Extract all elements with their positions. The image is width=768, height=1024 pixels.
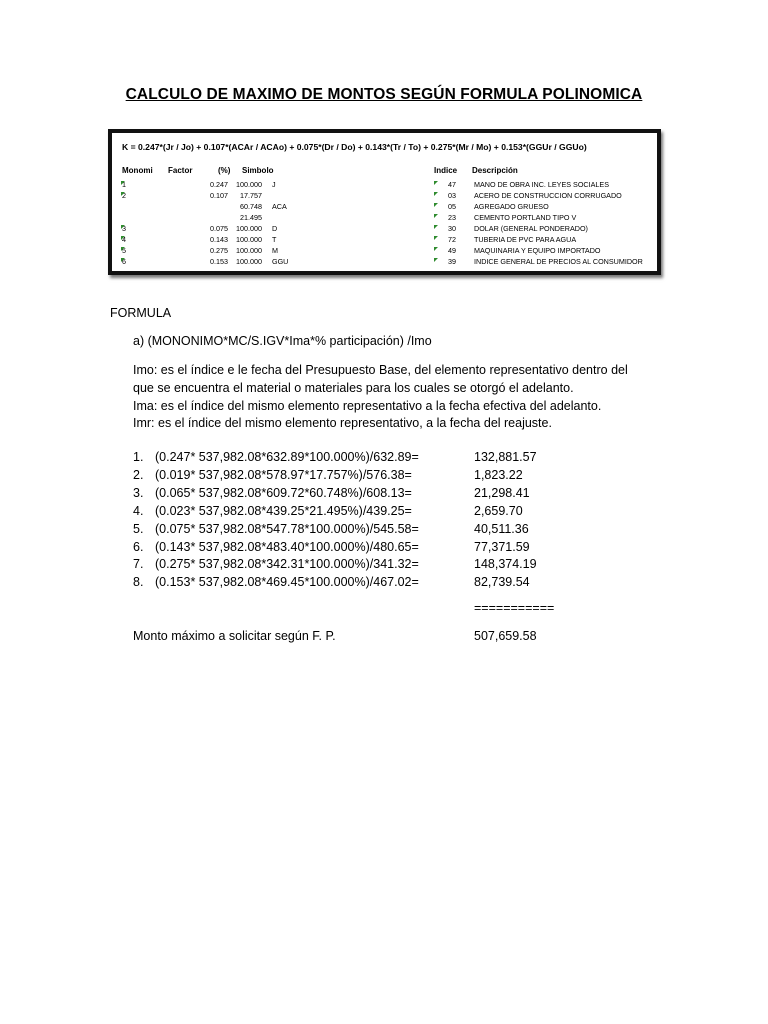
symbol-cell: GGU	[272, 257, 289, 266]
indice-cell: 72	[448, 235, 456, 244]
indice-cell: 49	[448, 246, 456, 255]
calc-expression: (0.075* 537,982.08*547.78*100.000%)/545.58=	[155, 521, 419, 536]
factor-cell: 0.075	[210, 224, 228, 233]
comment-marker-icon	[434, 203, 438, 207]
factor-cell: 0.107	[210, 191, 228, 200]
table-row	[112, 191, 657, 202]
comment-marker-icon	[434, 247, 438, 251]
factor-cell: 0.143	[210, 235, 228, 244]
pct-cell: 100.000	[236, 257, 262, 266]
calculation-row	[133, 540, 573, 558]
calc-result: 2,659.70	[474, 503, 523, 518]
table-row	[112, 257, 657, 268]
indice-cell: 30	[448, 224, 456, 233]
calc-number: 5.	[133, 521, 144, 536]
symbol-cell: J	[272, 180, 276, 189]
header-simbolo: Simbolo	[242, 166, 274, 175]
descripcion-cell: ACERO DE CONSTRUCCION CORRUGADO	[474, 191, 622, 200]
symbol-cell: D	[272, 224, 278, 233]
factor-cell: 0.153	[210, 257, 228, 266]
indice-cell: 47	[448, 180, 456, 189]
pct-cell: 21.495	[240, 213, 262, 222]
calc-number: 3.	[133, 485, 144, 500]
calc-number: 1.	[133, 450, 144, 464]
monomio-cell: 5	[122, 246, 126, 255]
indice-cell: 23	[448, 213, 456, 222]
symbol-cell: T	[272, 235, 277, 244]
table-row	[112, 224, 657, 235]
indice-cell: 39	[448, 257, 456, 266]
comment-marker-icon	[434, 214, 438, 218]
comment-marker-icon	[434, 258, 438, 262]
indice-cell: 05	[448, 202, 456, 211]
calculation-row	[133, 575, 573, 593]
calc-number: 2.	[133, 467, 144, 482]
calc-expression: (0.065* 537,982.08*609.72*60.748%)/608.13=	[155, 485, 412, 500]
total-separator: ===========	[474, 601, 555, 615]
comment-marker-icon	[121, 236, 125, 240]
calc-expression: (0.019* 537,982.08*578.97*17.757%)/576.38=	[155, 467, 412, 482]
descripcion-cell: AGREGADO GRUESO	[474, 202, 549, 211]
pct-cell: 60.748	[240, 202, 262, 211]
monomio-cell: 6	[122, 257, 126, 266]
descripcion-cell: CEMENTO PORTLAND TIPO V	[474, 213, 577, 222]
header-pct: (%)	[218, 166, 231, 175]
comment-marker-icon	[434, 192, 438, 196]
pct-cell: 100.000	[236, 235, 262, 244]
calc-number: 4.	[133, 503, 144, 518]
calculation-row	[133, 557, 573, 575]
calc-result: 21,298.41	[474, 485, 530, 500]
calculation-row	[133, 468, 573, 486]
descripcion-cell: DOLAR (GENERAL PONDERADO)	[474, 224, 588, 233]
table-row	[112, 235, 657, 246]
calculation-row	[133, 522, 573, 540]
header-descripcion: Descripción	[472, 166, 518, 175]
formula-label: FORMULA	[110, 306, 172, 320]
calc-result: 40,511.36	[474, 521, 529, 536]
comment-marker-icon	[434, 225, 438, 229]
descripcion-cell: INDICE GENERAL DE PRECIOS AL CONSUMIDOR	[474, 257, 643, 266]
definition-line: Ima: es el índice del mismo elemento representativo a la fecha efectiva del adelanto.	[133, 398, 602, 413]
definition-line: Imo: es el índice e le fecha del Presupuesto Base, del elemento representativo dentro del	[133, 363, 628, 377]
comment-marker-icon	[121, 181, 125, 185]
pct-cell: 17.757	[240, 191, 262, 200]
monomio-cell: 4	[122, 235, 126, 244]
comment-marker-icon	[121, 225, 125, 229]
calc-number: 8.	[133, 575, 144, 590]
definition-line: Imr: es el índice del mismo elemento representativo, a la fecha del reajuste.	[133, 416, 552, 431]
monomio-cell: 2	[122, 191, 126, 200]
monomio-cell: 1	[122, 180, 126, 189]
calc-expression: (0.023* 537,982.08*439.25*21.495%)/439.25=	[155, 503, 412, 518]
calc-number: 7.	[133, 557, 144, 572]
calc-expression: (0.143* 537,982.08*483.40*100.000%)/480.65=	[155, 539, 419, 554]
monomio-cell: 3	[122, 224, 126, 233]
header-indice: Indice	[434, 166, 458, 175]
formula-a: a) (MONONIMO*MC/S.IGV*Ima*% participación) /Imo	[133, 334, 432, 348]
calc-expression: (0.247* 537,982.08*632.89*100.000%)/632.89=	[155, 450, 419, 464]
header-factor: Factor	[168, 166, 193, 175]
calc-expression: (0.153* 537,982.08*469.45*100.000%)/467.02=	[155, 575, 419, 590]
factor-cell: 0.275	[210, 246, 228, 255]
descripcion-cell: TUBERIA DE PVC PARA AGUA	[474, 235, 577, 244]
page-title: CALCULO DE MAXIMO DE MONTOS SEGÚN FORMULA POLINOMICA	[125, 86, 643, 103]
calculation-row	[133, 504, 573, 522]
comment-marker-icon	[434, 236, 438, 240]
k-formula: K = 0.247*(Jr / Jo) + 0.107*(ACAr / ACAo) + 0.075*(Dr / Do) + 0.143*(Tr / To) + 0.275*(Mr / Mo) + 0.153*(GGUr / GGUo)	[122, 142, 587, 152]
comment-marker-icon	[434, 181, 438, 185]
calc-number: 6.	[133, 539, 144, 554]
calc-result: 1,823.22	[474, 467, 523, 482]
definitions-paragraph	[133, 362, 628, 433]
descripcion-cell: MAQUINARIA Y EQUIPO IMPORTADO	[474, 246, 601, 255]
comment-marker-icon	[121, 192, 125, 196]
table-row	[112, 180, 657, 191]
table-row	[112, 202, 657, 213]
descripcion-cell: MANO DE OBRA INC. LEYES SOCIALES	[474, 180, 610, 189]
comment-marker-icon	[121, 258, 125, 262]
total-value: 507,659.58	[474, 629, 537, 643]
pct-cell: 100.000	[236, 180, 262, 189]
calc-result: 148,374.19	[474, 557, 537, 572]
indice-cell: 03	[448, 191, 456, 200]
polynomial-formula-table	[108, 129, 661, 275]
table-row	[112, 246, 657, 257]
comment-marker-icon	[121, 247, 125, 251]
total-label: Monto máximo a solicitar según F. P.	[133, 629, 336, 643]
calc-result: 132,881.57	[474, 450, 537, 464]
calculation-row	[133, 450, 573, 468]
pct-cell: 100.000	[236, 246, 262, 255]
calc-result: 82,739.54	[474, 575, 530, 590]
symbol-cell: M	[272, 246, 278, 255]
definition-line: que se encuentra el material o materiales para los cuales se otorgó el adelanto.	[133, 380, 574, 395]
factor-cell: 0.247	[210, 180, 228, 189]
calc-expression: (0.275* 537,982.08*342.31*100.000%)/341.32=	[155, 557, 419, 572]
table-row	[112, 213, 657, 224]
calculation-row	[133, 486, 573, 504]
calc-result: 77,371.59	[474, 539, 530, 554]
symbol-cell: ACA	[272, 202, 287, 211]
header-monomio: Monomi	[122, 166, 153, 175]
pct-cell: 100.000	[236, 224, 262, 233]
